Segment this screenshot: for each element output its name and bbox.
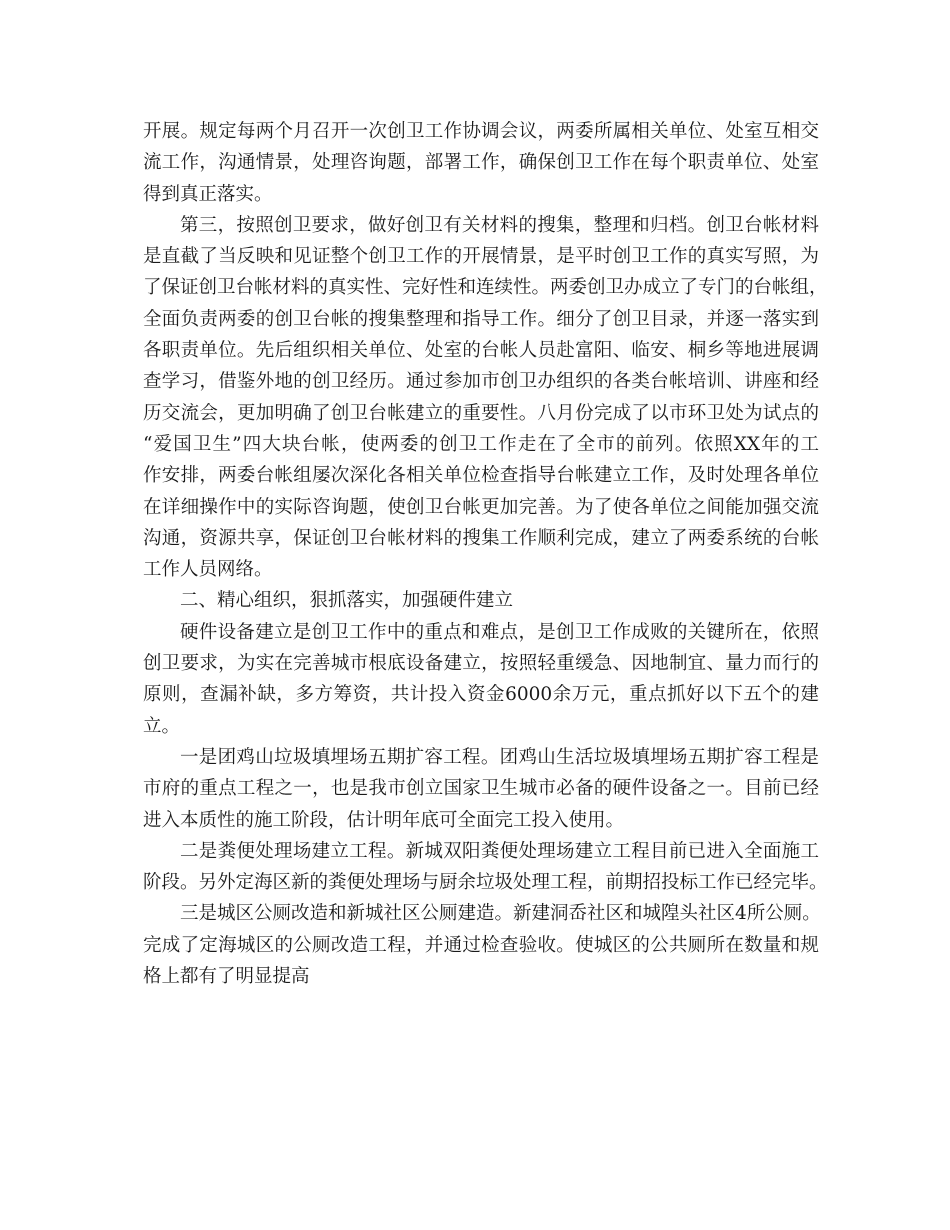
text-line: 是直截了当反映和见证整个创卫工作的开展情景，是平时创卫工作的真实写照，为 xyxy=(143,246,819,268)
text-line: 市府的重点工程之一，也是我市创立国家卫生城市必备的硬件设备之一。目前已经 xyxy=(143,778,819,800)
text-line: 全面负责两委的创卫台帐的搜集整理和指导工作。细分了创卫目录，并逐一落实到 xyxy=(143,308,819,330)
text-line: 作安排，两委台帐组屡次深化各相关单位检查指导台帐建立工作，及时处理各单位 xyxy=(143,465,819,487)
section-heading: 二、精心组织，狠抓落实，加强硬件建立 xyxy=(180,590,514,612)
text-line: 创卫要求，为实在完善城市根底设备建立，按照轻重缓急、因地制宜、量力而行的 xyxy=(143,653,819,675)
text-line: 查学习，借鉴外地的创卫经历。通过参加市创卫办组织的各类台帐培训、讲座和经 xyxy=(143,371,819,393)
text-line: 在详细操作中的实际咨询题，使创卫台帐更加完善。为了使各单位之间能加强交流 xyxy=(143,496,819,518)
text-line: 阶段。另外定海区新的粪便处理场与厨余垃圾处理工程，前期招投标工作已经完毕。 xyxy=(143,872,828,894)
text-line: 工作人员网络。 xyxy=(143,559,273,581)
text-line: 完成了定海城区的公厕改造工程，并通过检查验收。使城区的公共厕所在数量和规 xyxy=(143,934,819,956)
text-line: 二是粪便处理场建立工程。新城双阳粪便处理场建立工程目前已进入全面施工 xyxy=(180,840,819,862)
text-line: 一是团鸡山垃圾填埋场五期扩容工程。团鸡山生活垃圾填埋场五期扩容工程是 xyxy=(180,746,819,768)
text-line: 三是城区公厕改造和新城社区公厕建造。新建洞岙社区和城隍头社区4所公厕。 xyxy=(180,903,821,925)
text-line: “爱国卫生”四大块台帐，使两委的创卫工作走在了全市的前列。依照XX年的工 xyxy=(143,433,819,455)
text-line: 历交流会，更加明确了创卫台帐建立的重要性。八月份完成了以市环卫处为试点的 xyxy=(143,402,819,424)
text-line: 硬件设备建立是创卫工作中的重点和难点，是创卫工作成败的关键所在，依照 xyxy=(180,621,819,643)
text-line: 格上都有了明显提高 xyxy=(143,966,310,988)
text-line: 沟通，资源共享，保证创卫台帐材料的搜集工作顺利完成，建立了两委系统的台帐 xyxy=(143,527,819,549)
text-line: 原则，查漏补缺，多方筹资，共计投入资金6000余万元，重点抓好以下五个的建 xyxy=(143,684,819,706)
text-line: 得到真正落实。 xyxy=(143,183,273,205)
text-line: 进入本质性的施工阶段，估计明年底可全面完工投入使用。 xyxy=(143,809,625,831)
text-line: 流工作，沟通情景，处理咨询题，部署工作，确保创卫工作在每个职责单位、处室 xyxy=(143,152,819,174)
text-line: 各职责单位。先后组织相关单位、处室的台帐人员赴富阳、临安、桐乡等地进展调 xyxy=(143,340,819,362)
body-text xyxy=(143,116,828,992)
text-line: 开展。规定每两个月召开一次创卫工作协调会议，两委所属相关单位、处室互相交 xyxy=(143,121,819,142)
text-line: 了保证创卫台帐材料的真实性、完好性和连续性。两委创卫办成立了专门的台帐组， xyxy=(143,277,828,299)
text-line: 立。 xyxy=(143,715,181,737)
text-line: 第三，按照创卫要求，做好创卫有关材料的搜集，整理和归档。创卫台帐材料 xyxy=(180,214,819,236)
